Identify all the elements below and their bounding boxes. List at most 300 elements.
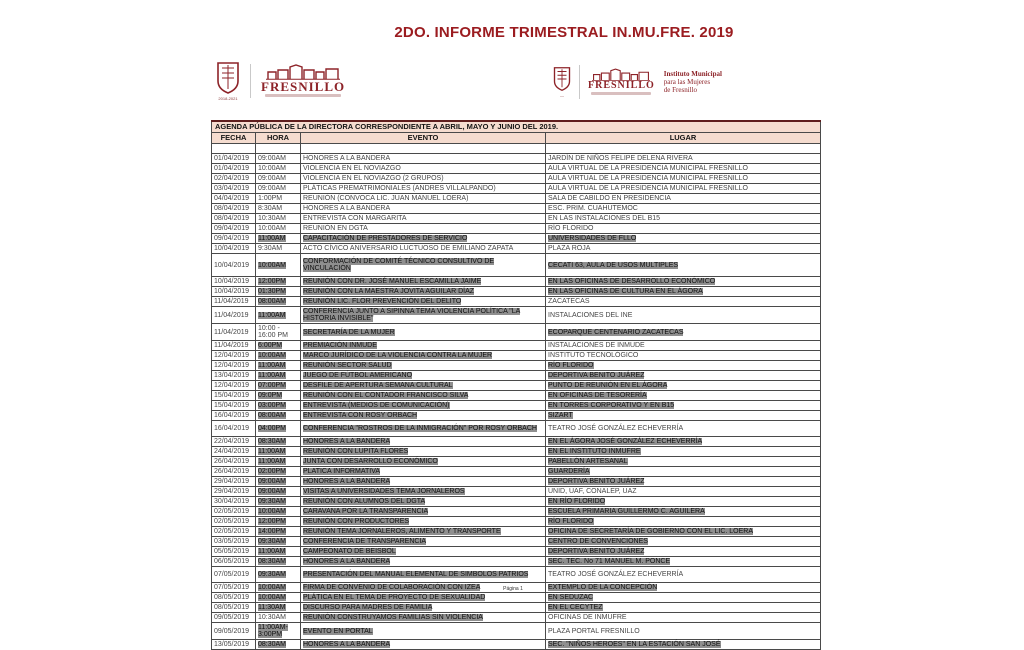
page-number: Página 1 — [503, 586, 523, 592]
highlighted-text: CECATI 63, AULA DE USOS MULTIPLES — [548, 261, 679, 269]
highlighted-text: CARAVANA POR LA TRANSPARENCIA — [303, 508, 429, 515]
cell-hora: 10:00 - 16:00 PM — [256, 324, 301, 341]
highlighted-text: 12:00PM — [258, 518, 287, 525]
table-row — [212, 287, 821, 297]
cell-lugar — [546, 324, 821, 341]
agenda-table-container — [211, 120, 820, 650]
highlighted-text: REUNIÓN CON LA MAESTRA JOVITA AGUILAR DÍAZ — [303, 288, 475, 295]
logo-divider — [579, 65, 580, 99]
highlighted-text: EN EL ÁGORA JOSÉ GONZÁLEZ ECHEVERRÍA — [548, 438, 703, 445]
cell-evento — [301, 547, 546, 557]
cell-lugar — [546, 547, 821, 557]
highlighted-text: JUEGO DE FÚTBOL AMERICANO — [303, 372, 413, 379]
highlighted-text: PUNTO DE REUNIÓN EN EL ÁGORA — [548, 382, 668, 389]
highlighted-text: ESCUELA PRIMARIA GUILLERMO C. AGUILERA — [548, 508, 705, 515]
highlighted-text: CENTRO DE CONVENCIONES — [548, 538, 648, 545]
cell-fecha: 09/05/2019 — [212, 613, 256, 623]
cell-lugar — [546, 447, 821, 457]
table-row — [212, 324, 821, 341]
highlighted-text: 11:00AM — [258, 311, 286, 319]
highlighted-text: EN TORRES CORPORATIVO Y EN B15 — [548, 402, 675, 409]
highlighted-text: EN EL CECYTEZ — [548, 604, 603, 611]
highlighted-text: HONORES A LA BANDERA — [303, 478, 391, 485]
cell-lugar — [546, 401, 821, 411]
table-row — [212, 154, 821, 164]
table-row — [212, 234, 821, 244]
cell-lugar: TEATRO JOSÉ GONZÁLEZ ECHEVERRÍA — [546, 567, 821, 583]
table-row — [212, 244, 821, 254]
highlighted-text: 03:00PM — [258, 402, 287, 409]
cell-lugar: SALA DE CABILDO EN PRESIDENCIA — [546, 194, 821, 204]
highlighted-text: 08:30AM — [258, 438, 287, 445]
cell-lugar — [546, 517, 821, 527]
table-row — [212, 411, 821, 421]
table-row — [212, 567, 821, 583]
cell-evento — [301, 421, 546, 437]
cell-hora — [256, 437, 301, 447]
cell-evento — [301, 324, 546, 341]
table-row — [212, 477, 821, 487]
institute-name-line2: para las Mujeres — [663, 78, 711, 86]
table-row — [212, 467, 821, 477]
cell-evento — [301, 623, 546, 640]
highlighted-text: 04:00PM — [258, 425, 287, 432]
highlighted-text: OFICINA DE SECRETARÍA DE GOBIERNO CON EL LIC. LOERA — [548, 528, 753, 535]
cell-lugar: EN LAS INSTALACIONES DEL B15 — [546, 214, 821, 224]
cell-lugar — [546, 557, 821, 567]
cell-lugar: ESC. PRIM. CUAHUTEMOC — [546, 204, 821, 214]
table-row — [212, 174, 821, 184]
highlighted-text: 11:00AM — [258, 458, 286, 465]
cell-hora: 9:30AM — [256, 244, 301, 254]
highlighted-text: HONORES A LA BANDERA — [303, 438, 391, 445]
table-row — [212, 254, 821, 277]
highlighted-text: 10:00AM — [258, 352, 287, 359]
cell-fecha: 01/04/2019 — [212, 164, 256, 174]
highlighted-text: SEC. "NIÑOS HEROES" EN LA ESTACIÓN SAN JOSÉ — [548, 641, 721, 648]
cell-lugar: TEATRO JOSÉ GONZÁLEZ ECHEVERRÍA — [546, 421, 821, 437]
highlighted-text: 11:00AM — [258, 448, 286, 455]
table-row — [212, 277, 821, 287]
cell-lugar: AULA VIRTUAL DE LA PRESIDENCIA MUNICIPAL FRESNILLO — [546, 184, 821, 194]
cell-evento: HONORES A LA BANDERA — [301, 204, 546, 214]
logo-divider — [250, 64, 251, 98]
highlighted-text: DEPORTIVA BENITO JUÁREZ — [548, 548, 645, 555]
highlighted-text: 14:00PM — [258, 528, 287, 535]
highlighted-text: REUNIÓN SECTOR SALUD — [303, 362, 392, 369]
cell-hora — [256, 277, 301, 287]
table-row — [212, 194, 821, 204]
cell-fecha: 02/04/2019 — [212, 174, 256, 184]
cell-evento — [301, 371, 546, 381]
cell-fecha: 03/05/2019 — [212, 537, 256, 547]
cell-evento — [301, 361, 546, 371]
cell-evento — [301, 447, 546, 457]
cell-fecha: 10/04/2019 — [212, 254, 256, 277]
table-row — [212, 184, 821, 194]
cell-evento — [301, 287, 546, 297]
institute-name-line3: de Fresnillo — [663, 86, 698, 94]
fresnillo-tagline-line — [265, 94, 341, 97]
cell-evento: HONORES A LA BANDERA — [301, 154, 546, 164]
cell-evento — [301, 307, 546, 324]
highlighted-text: REUNIÓN CON ALUMNOS DEL DGTA — [303, 498, 426, 505]
cell-fecha: 16/04/2019 — [212, 421, 256, 437]
highlighted-text: 09:00AM — [258, 488, 287, 495]
table-row — [212, 517, 821, 527]
highlighted-text: 11:00AM — [258, 372, 286, 379]
cell-evento — [301, 401, 546, 411]
cell-fecha: 10/04/2019 — [212, 287, 256, 297]
cell-fecha: 15/04/2019 — [212, 401, 256, 411]
highlighted-text: HONORES A LA BANDERA — [303, 641, 391, 648]
cell-fecha: 03/04/2019 — [212, 184, 256, 194]
cell-hora — [256, 361, 301, 371]
highlighted-text: REUNIÓN CON LUPITA FLORES — [303, 448, 409, 455]
table-row — [212, 640, 821, 650]
cell-fecha: 11/04/2019 — [212, 297, 256, 307]
cell-fecha: 07/05/2019 — [212, 567, 256, 583]
cell-lugar — [546, 287, 821, 297]
highlighted-text: DESFILE DE APERTURA SEMANA CULTURAL — [303, 382, 453, 389]
cell-evento: VIOLENCIA EN EL NOVIAZGO (2 GRUPOS) — [301, 174, 546, 184]
cell-evento — [301, 437, 546, 447]
cell-fecha: 29/04/2019 — [212, 477, 256, 487]
cell-lugar: PLAZA PORTAL FRESNILLO — [546, 623, 821, 640]
cell-fecha: 09/04/2019 — [212, 234, 256, 244]
cell-fecha: 24/04/2019 — [212, 447, 256, 457]
coat-of-arms-icon-small — [553, 66, 571, 98]
cell-hora — [256, 234, 301, 244]
highlighted-text: 08:30AM — [258, 641, 287, 648]
cell-lugar — [546, 437, 821, 447]
cell-lugar — [546, 640, 821, 650]
highlighted-text: 10:00AM — [258, 261, 287, 269]
cell-lugar — [546, 254, 821, 277]
cell-hora — [256, 477, 301, 487]
table-row — [212, 224, 821, 234]
highlighted-text: GUARDERÍA — [548, 468, 590, 475]
highlighted-text: RÍO FLORIDO — [548, 362, 594, 369]
cell-fecha: 08/05/2019 — [212, 593, 256, 603]
cell-evento — [301, 603, 546, 613]
building-icon — [266, 65, 340, 80]
cell-lugar: INSTITUTO TECNOLÓGICO — [546, 351, 821, 361]
cell-hora — [256, 537, 301, 547]
cell-fecha: 16/04/2019 — [212, 411, 256, 421]
column-header-evento: EVENTO — [301, 133, 546, 144]
cell-hora — [256, 351, 301, 361]
cell-hora: 09:00AM — [256, 154, 301, 164]
cell-fecha: 06/05/2019 — [212, 557, 256, 567]
table-row — [212, 401, 821, 411]
cell-evento — [301, 613, 546, 623]
cell-hora — [256, 307, 301, 324]
spacer-cell — [546, 144, 821, 154]
cell-lugar — [546, 234, 821, 244]
cell-evento — [301, 507, 546, 517]
cell-evento: ENTREVISTA CON MARGARITA — [301, 214, 546, 224]
spacer-cell — [301, 144, 546, 154]
highlighted-text: EN OFICINAS DE TESORERÍA — [548, 392, 647, 399]
cell-fecha: 11/04/2019 — [212, 341, 256, 351]
cell-hora: 09:00AM — [256, 174, 301, 184]
highlighted-text: CAMPEONATO DE BEISBOL — [303, 548, 396, 555]
cell-fecha: 10/04/2019 — [212, 244, 256, 254]
header-logos-right — [553, 60, 722, 104]
cell-fecha: 07/05/2019 — [212, 583, 256, 593]
cell-evento — [301, 341, 546, 351]
cell-fecha: 26/04/2019 — [212, 457, 256, 467]
cell-fecha: 08/04/2019 — [212, 204, 256, 214]
highlighted-text: EN SEDUZAC — [548, 594, 594, 601]
cell-hora — [256, 517, 301, 527]
table-row — [212, 381, 821, 391]
column-header-fecha: FECHA — [212, 133, 256, 144]
table-row — [212, 557, 821, 567]
cell-lugar — [546, 467, 821, 477]
cell-fecha: 08/05/2019 — [212, 603, 256, 613]
table-row — [212, 214, 821, 224]
cell-hora — [256, 467, 301, 477]
cell-evento — [301, 487, 546, 497]
table-row — [212, 421, 821, 437]
highlighted-text: REUNIÓN CONSTRUYAMOS FAMILIAS SIN VIOLENCIA — [303, 614, 483, 621]
cell-lugar — [546, 381, 821, 391]
highlighted-text: ENTREVISTA (MEDIOS DE COMUNICACIÓN) — [303, 402, 450, 409]
highlighted-text: EN EL INSTITUTO INMUFRE — [548, 448, 641, 455]
highlighted-text: 09:30AM — [258, 571, 287, 578]
highlighted-text: 08:30AM — [258, 558, 287, 565]
cell-evento — [301, 277, 546, 287]
highlighted-text: CONFERENCIA DE TRANSPARENCIA — [303, 538, 427, 545]
cell-evento — [301, 391, 546, 401]
highlighted-text: HONORES A LA BANDERA — [303, 558, 391, 565]
cell-fecha: 08/04/2019 — [212, 214, 256, 224]
cell-hora — [256, 507, 301, 517]
cell-evento — [301, 593, 546, 603]
cell-hora — [256, 391, 301, 401]
table-row — [212, 457, 821, 467]
cell-hora — [256, 623, 301, 640]
cell-evento — [301, 517, 546, 527]
cell-fecha: 15/04/2019 — [212, 391, 256, 401]
cell-lugar — [546, 361, 821, 371]
highlighted-text: 12:00PM — [258, 278, 287, 285]
cell-evento — [301, 411, 546, 421]
highlighted-text: 6:00PM — [258, 342, 283, 349]
cell-evento — [301, 640, 546, 650]
cell-hora — [256, 297, 301, 307]
spacer-cell — [256, 144, 301, 154]
cell-hora — [256, 497, 301, 507]
cell-hora — [256, 603, 301, 613]
cell-fecha: 11/04/2019 — [212, 324, 256, 341]
highlighted-text: PREMIACIÓN INMUDE — [303, 342, 377, 349]
cell-evento — [301, 234, 546, 244]
table-row — [212, 507, 821, 517]
crest-caption-small: ― — [560, 93, 564, 98]
highlighted-text: SIZART — [548, 412, 573, 419]
cell-lugar — [546, 593, 821, 603]
fresnillo-logo — [261, 65, 345, 97]
column-header-lugar: LUGAR — [546, 133, 821, 144]
highlighted-text: UNIVERSIDADES DE FLLO — [548, 235, 637, 242]
cell-fecha: 02/05/2019 — [212, 517, 256, 527]
highlighted-text: DEPORTIVA BENITO JUÁREZ — [548, 372, 645, 379]
highlighted-text: EN LAS OFICINAS DE CULTURA EN EL ÁGORA — [548, 288, 703, 295]
cell-hora — [256, 527, 301, 537]
highlighted-text: 11:30AM — [258, 604, 286, 611]
cell-evento — [301, 467, 546, 477]
cell-evento — [301, 351, 546, 361]
agenda-table-body — [212, 154, 821, 650]
cell-hora — [256, 341, 301, 351]
cell-fecha: 09/04/2019 — [212, 224, 256, 234]
cell-fecha: 13/05/2019 — [212, 640, 256, 650]
cell-hora: 10:00AM — [256, 224, 301, 234]
highlighted-text: 08:00AM — [258, 412, 287, 419]
cell-fecha: 01/04/2019 — [212, 154, 256, 164]
cell-evento — [301, 477, 546, 487]
highlighted-text: PLÁTICA EN EL TEMA DE PROYECTO DE SEXUALIDAD — [303, 594, 486, 601]
table-header-row — [212, 133, 821, 144]
fresnillo-wordmark: FRESNILLO — [588, 80, 655, 91]
cell-hora: 09:00AM — [256, 184, 301, 194]
table-row — [212, 361, 821, 371]
cell-hora — [256, 640, 301, 650]
highlighted-text: ECOPARQUE CENTENARIO ZACATECAS — [548, 328, 684, 336]
highlighted-text: SEC. TEC. No 71 MANUEL M. PONCE — [548, 558, 671, 565]
cell-hora — [256, 287, 301, 297]
page-title: 2DO. INFORME TRIMESTRAL IN.MU.FRE. 2019 — [394, 24, 734, 41]
cell-fecha: 22/04/2019 — [212, 437, 256, 447]
highlighted-text: DEPORTIVA BENITO JUÁREZ — [548, 478, 645, 485]
highlighted-text: 10:00AM — [258, 508, 287, 515]
shield-icon — [216, 61, 240, 95]
highlighted-text: SECRETARÍA DE LA MUJER — [303, 328, 395, 336]
table-row — [212, 497, 821, 507]
highlighted-text: REUNIÓN TEMA JORNALEROS, ALIMENTO Y TRANSPORTE — [303, 528, 501, 535]
cell-fecha: 10/04/2019 — [212, 277, 256, 287]
cell-hora — [256, 457, 301, 467]
cell-lugar: JARDÍN DE NIÑOS FELIPE DELENA RIVERA — [546, 154, 821, 164]
cell-lugar: AULA VIRTUAL DE LA PRESIDENCIA MUNICIPAL FRESNILLO — [546, 164, 821, 174]
fresnillo-wordmark: FRESNILLO — [261, 79, 346, 94]
cell-lugar: AULA VIRTUAL DE LA PRESIDENCIA MUNICIPAL FRESNILLO — [546, 174, 821, 184]
highlighted-text: 11:00AM — [258, 548, 286, 555]
cell-lugar: OFICINAS DE INMUFRE — [546, 613, 821, 623]
highlighted-text: 01:30PM — [258, 288, 287, 295]
table-row — [212, 537, 821, 547]
cell-hora — [256, 447, 301, 457]
cell-fecha: 26/04/2019 — [212, 467, 256, 477]
cell-hora — [256, 371, 301, 381]
highlighted-text: 10:00AM — [258, 594, 287, 601]
highlighted-text: PLATICA INFORMATIVA — [303, 468, 381, 475]
highlighted-text: REUNIÓN CON DR. JOSÉ MANUEL ESCAMILLA JAIME — [303, 278, 482, 285]
cell-hora — [256, 401, 301, 411]
highlighted-text: CONFORMACIÓN DE COMITÉ TÉCNICO CONSULTIVO DE VINCULACIÓN — [303, 258, 495, 272]
agenda-table — [211, 120, 821, 650]
highlighted-text: RÍO FLORIDO — [548, 518, 594, 525]
table-row — [212, 341, 821, 351]
cell-fecha: 12/04/2019 — [212, 361, 256, 371]
cell-hora: 10:00AM — [256, 164, 301, 174]
highlighted-text: PABELLÓN ARTESANAL — [548, 458, 628, 465]
cell-lugar — [546, 537, 821, 547]
cell-lugar: INSTALACIONES DEL INE — [546, 307, 821, 324]
table-row — [212, 527, 821, 537]
highlighted-text: EN RÍO FLORIDO — [548, 498, 606, 505]
cell-hora: 10:30AM — [256, 613, 301, 623]
cell-evento — [301, 567, 546, 583]
highlighted-text: CONFERENCIA JUNTO A SIPINNA TEMA VIOLENCIA POLÍTICA "LA HISTORIA INVISIBLE" — [303, 308, 521, 322]
cell-lugar — [546, 583, 821, 593]
cell-lugar: UNID, UAF, CONALEP, UAZ — [546, 487, 821, 497]
cell-lugar: INSTALACIONES DE INMUDE — [546, 341, 821, 351]
highlighted-text: 07:00PM — [258, 382, 287, 389]
cell-fecha: 04/04/2019 — [212, 194, 256, 204]
cell-hora: 8:30AM — [256, 204, 301, 214]
table-row — [212, 371, 821, 381]
cell-evento — [301, 527, 546, 537]
table-row — [212, 487, 821, 497]
highlighted-text: DISCURSO PARA MADRES DE FAMILIA — [303, 604, 433, 611]
table-row — [212, 613, 821, 623]
highlighted-text: 11:00AM — [258, 235, 286, 242]
highlighted-text: EVENTO EN PORTAL — [303, 627, 373, 635]
spacer-cell — [212, 144, 256, 154]
highlighted-text: 11:00AM — [258, 362, 286, 369]
table-row — [212, 623, 821, 640]
highlighted-text: FIRMA DE CONVENIO DE COLABORACIÓN CON IZEA — [303, 584, 481, 591]
table-row — [212, 437, 821, 447]
highlighted-text: REUNIÓN CON EL CONTADOR FRANCISCO SILVA — [303, 392, 469, 399]
highlighted-text: 02:00PM — [258, 468, 287, 475]
cell-hora — [256, 583, 301, 593]
table-row — [212, 204, 821, 214]
cell-lugar — [546, 277, 821, 287]
cell-evento: VIOLENCIA EN EL NOVIAZGO — [301, 164, 546, 174]
fresnillo-logo-small — [588, 69, 655, 95]
institute-name-line1: Instituto Municipal — [663, 70, 722, 78]
table-caption: AGENDA PÚBLICA DE LA DIRECTORA CORRESPONDIENTE A ABRIL, MAYO Y JUNIO DEL 2019. — [212, 121, 821, 133]
cell-fecha: 09/05/2019 — [212, 623, 256, 640]
highlighted-text: 09:30AM — [258, 538, 287, 545]
table-row — [212, 593, 821, 603]
cell-fecha: 05/05/2019 — [212, 547, 256, 557]
cell-evento: PLÁTICAS PREMATRIMONIALES (ANDRES VILLALPANDO) — [301, 184, 546, 194]
highlighted-text: EXTEMPLO DE LA CONCEPCIÓN — [548, 584, 658, 591]
fresnillo-tagline-line — [591, 92, 651, 95]
table-row — [212, 391, 821, 401]
cell-fecha: 11/04/2019 — [212, 307, 256, 324]
cell-hora — [256, 567, 301, 583]
table-row — [212, 307, 821, 324]
highlighted-text: 08:00AM — [258, 298, 287, 305]
cell-evento: REUNIÓN EN DGTA — [301, 224, 546, 234]
cell-hora: 1:00PM — [256, 194, 301, 204]
cell-fecha: 02/05/2019 — [212, 527, 256, 537]
column-header-hora: HORA — [256, 133, 301, 144]
cell-lugar — [546, 603, 821, 613]
cell-lugar — [546, 497, 821, 507]
highlighted-text: 10:00AM — [258, 584, 287, 591]
cell-lugar — [546, 371, 821, 381]
highlighted-text: 09:00AM — [258, 478, 287, 485]
cell-hora — [256, 547, 301, 557]
